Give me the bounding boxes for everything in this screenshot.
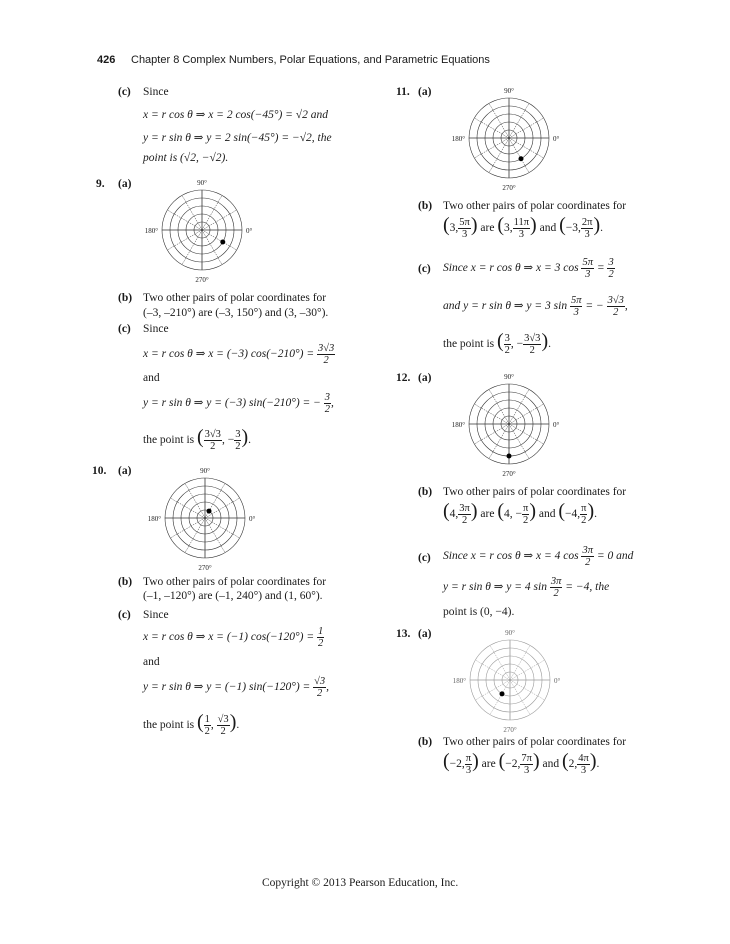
p10-b-line1: Two other pairs of polar coordinates for <box>143 576 327 588</box>
problem-11-number: 11. <box>396 86 410 98</box>
p11-b-label: (b) <box>418 200 433 212</box>
angle-label-270: 270° <box>502 184 516 192</box>
plotted-point <box>507 454 512 459</box>
p9-c-line1: x = r cos θ ⇒ x = (−3) cos(−210°) = $\frac{3√3}{2}$ <box>143 343 335 366</box>
p9-and: and <box>143 372 160 384</box>
p11-b-line1: Two other pairs of polar coordinates for <box>443 200 627 212</box>
p9-c-line2: y = r sin θ ⇒ y = (−3) sin(−210°) = − $\frac{3}{2}$ , <box>143 392 334 415</box>
polar-grid-9 <box>130 174 270 284</box>
p10-c-line1: x = r cos θ ⇒ x = (−1) cos(−120°) = $\frac{1}{2}$ <box>143 626 324 649</box>
angle-label-0: 0° <box>246 227 253 235</box>
p12-a-label: (a) <box>418 372 432 384</box>
p11-b-pairs: (3, $\frac{5\pi}{3}$ ) are (3, $\frac{11\pi}{3}$ ) and (−3, $\frac{2\pi}{3}$ ). <box>443 214 603 240</box>
p8c-line3: point is (√2, −√2). <box>143 152 229 164</box>
p12-c-label: (c) <box>418 552 431 564</box>
p8c-label: (c) <box>118 86 131 98</box>
angle-label-90: 90° <box>505 629 515 637</box>
p13-b-line1: Two other pairs of polar coordinates for <box>443 736 627 748</box>
polar-grid-11 <box>437 82 577 192</box>
p13-a-label: (a) <box>418 628 432 640</box>
angle-label-0: 0° <box>553 421 560 429</box>
angle-label-180: 180° <box>147 515 161 523</box>
plotted-point <box>519 156 524 161</box>
p11-point: the point is ( $\frac{3}{2}$ , − $\frac{3√3}{2}$ ). <box>443 330 551 356</box>
p8c-line2: y = r sin θ ⇒ y = 2 sin(−45°) = −√2, the <box>143 132 332 144</box>
p13-b-pairs: (−2, $\frac{\pi}{3}$ ) are (−2, $\frac{7\pi}{3}$ ) and (2, $\frac{4\pi}{3}$ ). <box>443 750 600 776</box>
p9-a-label: (a) <box>118 178 132 190</box>
angle-label-180: 180° <box>451 421 465 429</box>
angle-label-0: 0° <box>249 515 256 523</box>
p12-b-line1: Two other pairs of polar coordinates for <box>443 486 627 498</box>
p10-b-line2: (–1, –120°) are (–1, 240°) and (1, 60°). <box>143 590 323 602</box>
plotted-point <box>207 509 212 514</box>
p8c-line1: x = r cos θ ⇒ x = 2 cos(−45°) = √2 and <box>143 109 328 121</box>
angle-label-180: 180° <box>451 135 465 143</box>
p11-a-label: (a) <box>418 86 432 98</box>
p9-since: Since <box>143 323 169 335</box>
p12-b-pairs: (4, $\frac{3\pi}{2}$ ) are (4, − $\frac{\pi}{2}$ ) and (−4, $\frac{\pi}{2}$ ). <box>443 500 597 526</box>
p12-point: point is (0, −4). <box>443 606 515 618</box>
p9-c-label: (c) <box>118 323 131 335</box>
page-number: 426 <box>97 54 116 66</box>
polar-grid-12 <box>437 368 577 478</box>
p10-c-label: (c) <box>118 609 131 621</box>
polar-grid-13 <box>438 624 578 734</box>
p11-c-line2: and y = r sin θ ⇒ y = 3 sin $\frac{5\pi}{3}$ = − $\frac{3√3}{2}$ , <box>443 295 628 318</box>
angle-label-180: 180° <box>144 227 158 235</box>
angle-label-180: 180° <box>452 677 466 685</box>
p10-and: and <box>143 656 160 668</box>
angle-label-0: 0° <box>554 677 561 685</box>
p9-point: the point is ( $\frac{3√3}{2}$ , − $\frac{3}{2}$ ). <box>143 426 251 452</box>
angle-label-270: 270° <box>503 726 517 734</box>
p11-c-line1: Since x = r cos θ ⇒ x = 3 cos $\frac{5\pi}{3}$ = $\frac{3}{2}$ <box>443 257 614 280</box>
p12-b-label: (b) <box>418 486 433 498</box>
problem-13-number: 13. <box>396 628 411 640</box>
p8c-since: Since <box>143 86 169 98</box>
angle-label-270: 270° <box>502 470 516 478</box>
copyright-footer: Copyright © 2013 Pearson Education, Inc. <box>262 877 459 889</box>
p9-b-label: (b) <box>118 292 133 304</box>
p9-b-line2: (–3, –210°) are (–3, 150°) and (3, –30°). <box>143 307 329 319</box>
plotted-point <box>220 240 225 245</box>
p12-c-line1: Since x = r cos θ ⇒ x = 4 cos $\frac{3\pi}{2}$ = 0 and <box>443 545 634 568</box>
p11-c-label: (c) <box>418 263 431 275</box>
problem-10-number: 10. <box>92 465 107 477</box>
angle-label-90: 90° <box>200 467 210 475</box>
angle-label-90: 90° <box>197 179 207 187</box>
p10-point: the point is ( $\frac{1}{2}$ , $\frac{√3}{2}$ ). <box>143 711 240 737</box>
p13-b-label: (b) <box>418 736 433 748</box>
p12-c-line2: y = r sin θ ⇒ y = 4 sin $\frac{3\pi}{2}$ = −4, the <box>443 576 610 599</box>
p10-since: Since <box>143 609 169 621</box>
p10-a-label: (a) <box>118 465 132 477</box>
p9-b-line1: Two other pairs of polar coordinates for <box>143 292 327 304</box>
problem-12-number: 12. <box>396 372 411 384</box>
plotted-point <box>500 691 505 696</box>
angle-label-270: 270° <box>195 276 209 284</box>
chapter-title: Chapter 8 Complex Numbers, Polar Equations, and Parametric Equations <box>131 54 490 66</box>
angle-label-0: 0° <box>553 135 560 143</box>
p10-c-line2: y = r sin θ ⇒ y = (−1) sin(−120°) = $\frac{√3}{2}$ , <box>143 676 330 699</box>
angle-label-90: 90° <box>504 87 514 95</box>
problem-9-number: 9. <box>96 178 105 190</box>
p10-b-label: (b) <box>118 576 133 588</box>
angle-label-90: 90° <box>504 373 514 381</box>
polar-grid-10 <box>133 462 273 572</box>
angle-label-270: 270° <box>198 564 212 572</box>
